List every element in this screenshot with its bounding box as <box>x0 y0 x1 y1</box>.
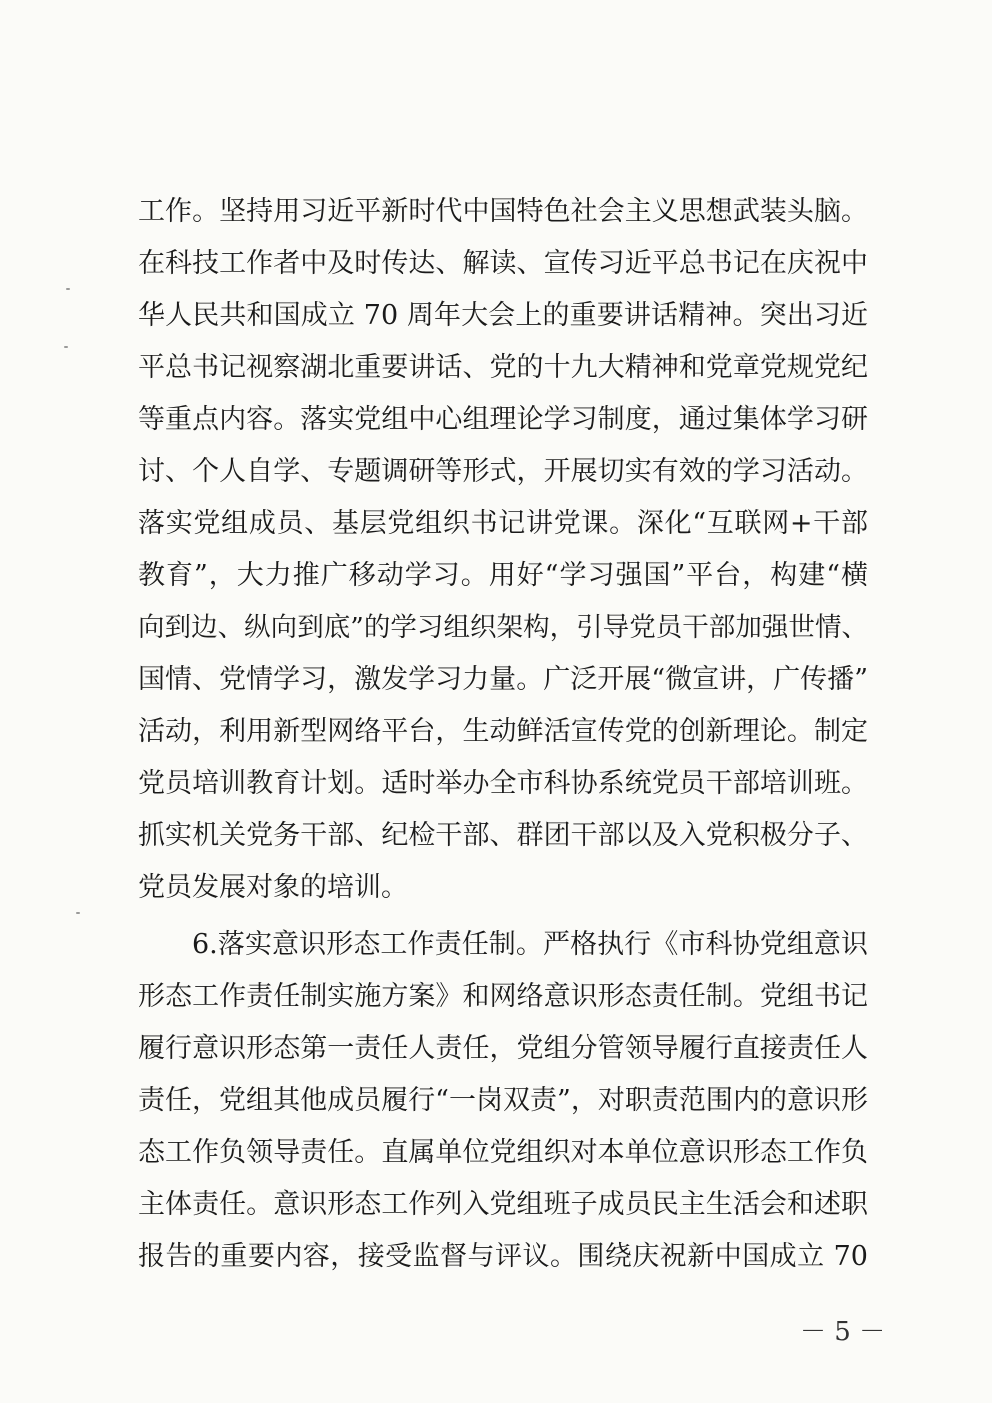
text-line: 报告的重要内容，接受监督与评议。围绕庆祝新中国成立 70 <box>138 1241 868 1272</box>
section-heading-line: 6.落实意识形态工作责任制。严格执行《市科协党组意识 <box>192 929 868 960</box>
text-line: 抓实机关党务干部、纪检干部、群团干部以及入党积极分子、 <box>138 820 868 851</box>
scan-speck <box>66 288 70 290</box>
text-line: 活动，利用新型网络平台，生动鲜活宣传党的创新理论。制定 <box>138 716 868 747</box>
text-line: 主体责任。意识形态工作列入党组班子成员民主生活会和述职 <box>138 1189 868 1220</box>
text-line: 向到边、纵向到底”的学习组织架构，引导党员干部加强世情、 <box>138 612 868 643</box>
text-line: 党员发展对象的培训。 <box>138 872 408 903</box>
text-line: 工作。坚持用习近平新时代中国特色社会主义思想武装头脑。 <box>138 196 868 227</box>
text-line: 形态工作责任制实施方案》和网络意识形态责任制。党组书记 <box>138 981 868 1012</box>
text-line: 党员培训教育计划。适时举办全市科协系统党员干部培训班。 <box>138 768 868 799</box>
text-line: 责任，党组其他成员履行“一岗双责”，对职责范围内的意识形 <box>138 1085 868 1116</box>
text-line: 教育”，大力推广移动学习。用好“学习强国”平台，构建“横 <box>138 560 868 591</box>
text-line: 国情、党情学习，激发学习力量。广泛开展“微宣讲，广传播” <box>138 664 868 695</box>
scan-speck <box>76 912 80 914</box>
text-line: 讨、个人自学、专题调研等形式，开展切实有效的学习活动。 <box>138 456 868 487</box>
text-line: 态工作负领导责任。直属单位党组织对本单位意识形态工作负 <box>138 1137 868 1168</box>
text-line: 履行意识形态第一责任人责任，党组分管领导履行直接责任人 <box>138 1033 868 1064</box>
text-line: 平总书记视察湖北重要讲话、党的十九大精神和党章党规党纪 <box>138 352 868 383</box>
scan-speck <box>64 346 68 348</box>
text-line: 在科技工作者中及时传达、解读、宣传习近平总书记在庆祝中 <box>138 248 868 279</box>
text-line: 落实党组成员、基层党组织书记讲党课。深化“互联网+干部 <box>138 508 868 539</box>
text-line: 等重点内容。落实党组中心组理论学习制度，通过集体学习研 <box>138 404 868 435</box>
page-number: － 5 － <box>800 1317 886 1347</box>
text-line: 华人民共和国成立 70 周年大会上的重要讲话精神。突出习近 <box>138 300 868 331</box>
